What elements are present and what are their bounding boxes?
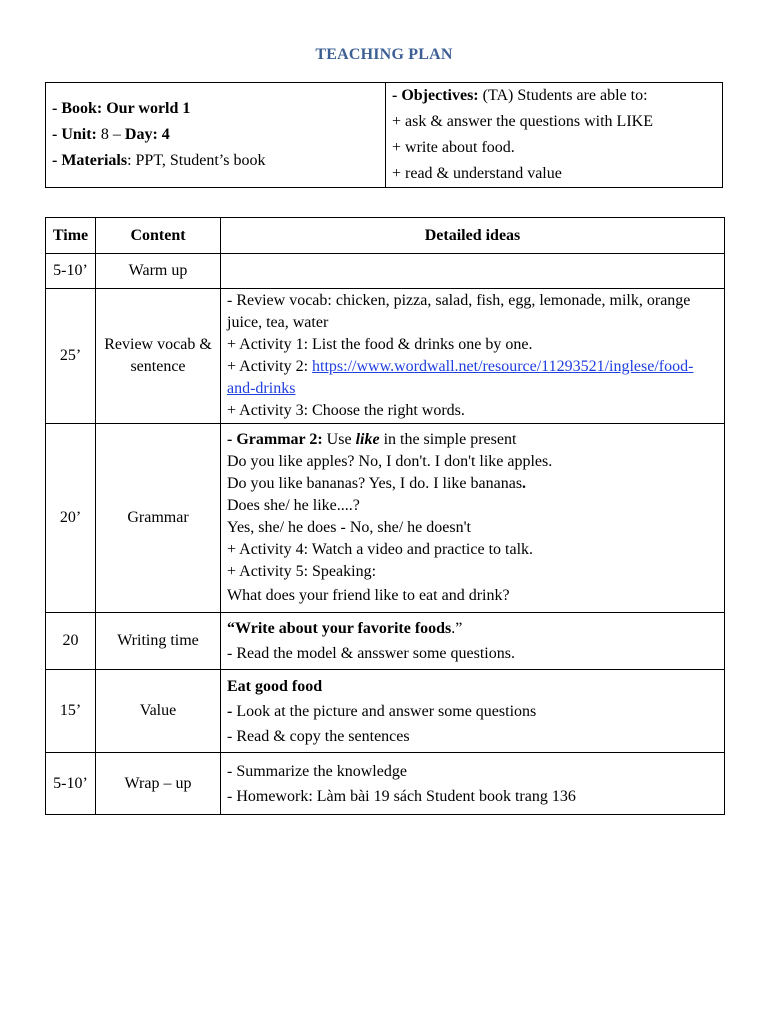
book-line: - Book: Our world 1 (52, 100, 191, 117)
content-text: Review vocab & sentence (104, 336, 212, 375)
header-time: Time (46, 218, 96, 254)
content-cell: Wrap – up (96, 753, 221, 815)
content-cell: Grammar (96, 424, 221, 613)
idea-line: Do you like bananas? Yes, I do. I like bananas. (227, 474, 527, 492)
content-cell: Warm up (96, 254, 221, 289)
idea-line: - Look at the picture and answer some questions (227, 702, 537, 720)
idea-line: Do you like apples? No, I don't. I don't like apples. (227, 452, 553, 470)
table-row (46, 753, 725, 815)
objectives-cell (386, 83, 723, 188)
idea-line: What does your friend like to eat and drink? (227, 586, 510, 604)
ideas-cell (221, 254, 725, 289)
grammar-heading: - Grammar 2: Use like in the simple present (227, 430, 517, 448)
table-row (46, 289, 725, 424)
materials-line: - Materials: PPT, Student’s book (52, 152, 266, 169)
header-content: Content (96, 218, 221, 254)
idea-line: - Read & copy the sentences (227, 727, 410, 745)
idea-line: + Activity 1: List the food & drinks one by one. (227, 336, 533, 353)
time-cell: 20 (46, 613, 96, 670)
objective-item: + write about food. (392, 139, 515, 156)
writing-heading: “Write about your favorite foods.” (227, 620, 463, 637)
objective-item: + ask & answer the questions with LIKE (392, 113, 653, 130)
time-cell: 15’ (46, 670, 96, 753)
table-row (46, 254, 725, 289)
idea-line: Does she/ he like....? (227, 496, 360, 514)
idea-line: - Read the model & ansswer some questions. (227, 645, 515, 662)
ideas-cell (221, 424, 725, 613)
content-cell: Writing time (96, 613, 221, 670)
time-cell: 5-10’ (46, 753, 96, 815)
time-cell: 5-10’ (46, 254, 96, 289)
page-title: TEACHING PLAN (315, 46, 453, 63)
header-detailed-ideas: Detailed ideas (221, 218, 725, 254)
idea-line: - Summarize the knowledge (227, 762, 407, 780)
table-header-row (46, 218, 725, 254)
table-row (46, 670, 725, 753)
ideas-cell (221, 670, 725, 753)
idea-line: + Activity 5: Speaking: (227, 562, 377, 580)
table-row (46, 613, 725, 670)
ideas-cell (221, 289, 725, 424)
value-heading: Eat good food (227, 677, 323, 695)
lesson-details-cell (46, 83, 386, 188)
lesson-info-table (45, 82, 723, 188)
idea-line: - Homework: Làm bài 19 sách Student book trang 136 (227, 787, 576, 805)
unit-line: - Unit: 8 – Day: 4 (52, 126, 170, 143)
lesson-plan-table (45, 217, 725, 815)
idea-line: - Review vocab: chicken, pizza, salad, fish, egg, lemonade, milk, orange juice, tea, water (227, 292, 691, 331)
objectives-line: - Objectives: (TA) Students are able to: (392, 87, 648, 104)
table-row (46, 424, 725, 613)
idea-line: + Activity 3: Choose the right words. (227, 402, 465, 419)
time-cell: 20’ (46, 424, 96, 613)
idea-line: + Activity 2: https://www.wordwall.net/resource/11293521/inglese/food-and-drinks (227, 358, 694, 397)
content-cell: Value (96, 670, 221, 753)
idea-line: Yes, she/ he does - No, she/ he doesn't (227, 518, 471, 536)
content-cell (96, 289, 221, 424)
idea-line: + Activity 4: Watch a video and practice to talk. (227, 540, 534, 558)
objective-item: + read & understand value (392, 165, 562, 182)
wordwall-link[interactable]: https://www.wordwall.net/resource/11293521/inglese/food-and-drinks (227, 358, 694, 397)
ideas-cell (221, 613, 725, 670)
time-cell: 25’ (46, 289, 96, 424)
ideas-cell (221, 753, 725, 815)
